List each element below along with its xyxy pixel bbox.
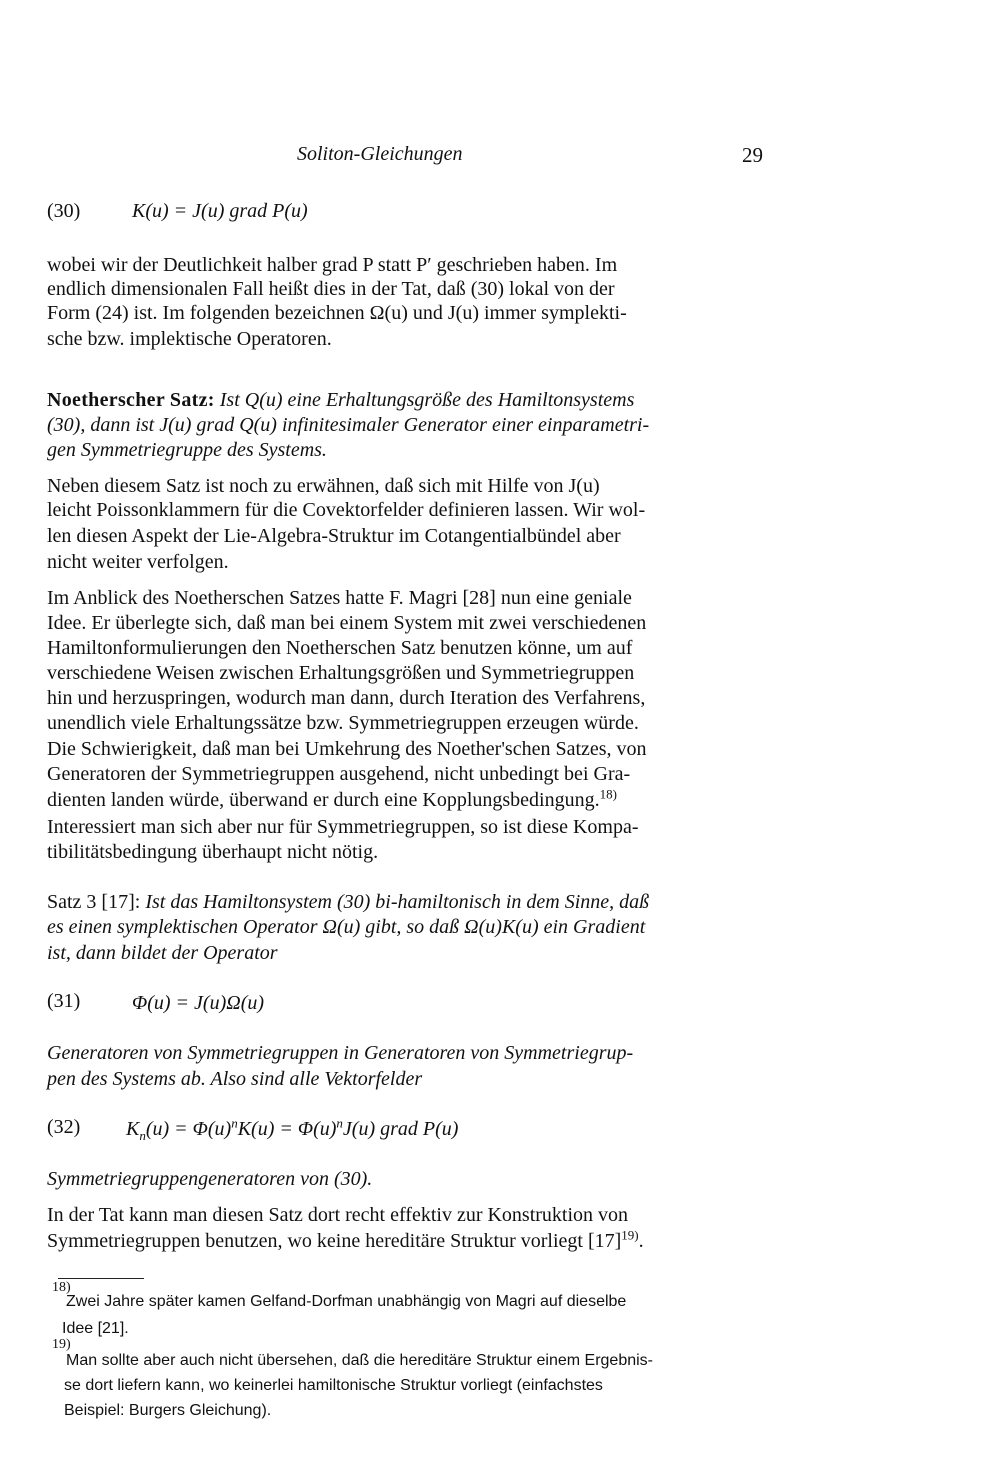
para2-line: leicht Poissonklammern für die Covektorfelder definieren lassen. Wir wol- bbox=[47, 499, 646, 521]
equation-31: Φ(u) = J(u)Ω(u) bbox=[132, 992, 265, 1014]
para1-line: endlich dimensionalen Fall heißt dies in der Tat, daß (30) lokal von der bbox=[47, 278, 615, 300]
para3-line bbox=[47, 788, 617, 812]
footnote-19-line: se dort liefern kann, wo keinerlei hamiltonische Struktur vorliegt (einfachstes bbox=[64, 1377, 603, 1394]
running-header-title: Soliton-Gleichungen bbox=[297, 143, 463, 165]
para1-line: sche bzw. implektische Operatoren. bbox=[47, 328, 332, 350]
noether-theorem-line: (30), dann ist J(u) grad Q(u) infinitesimaler Generator einer einparametri- bbox=[47, 414, 650, 436]
para6-text: Symmetriegruppen benutzen, wo keine hereditäre Struktur vorliegt [17] bbox=[47, 1230, 622, 1252]
footnote-18-line: Zwei Jahre später kamen Gelfand-Dorfman unabhängig von Magri auf dieselbe bbox=[66, 1293, 627, 1310]
para3-line: Hamiltonformulierungen den Noetherschen Satz benutzen könne, um auf bbox=[47, 637, 633, 659]
para4-line: pen des Systems ab. Also sind alle Vektorfelder bbox=[47, 1068, 423, 1090]
footnote-19-line: Man sollte aber auch nicht übersehen, daß die hereditäre Struktur einem Ergebnis- bbox=[66, 1352, 653, 1369]
para3-line: Interessiert man sich aber nur für Symmetriegruppen, so ist diese Kompa- bbox=[47, 816, 639, 838]
footnote-18-mark: 18) bbox=[52, 1280, 71, 1295]
para6-line: In der Tat kann man diesen Satz dort recht effektiv zur Konstruktion von bbox=[47, 1204, 629, 1226]
noether-theorem-line: gen Symmetriegruppe des Systems. bbox=[47, 439, 327, 461]
para3-line: unendlich viele Erhaltungssätze bzw. Symmetriegruppen erzeugen würde. bbox=[47, 712, 639, 734]
satz3-line: es einen symplektischen Operator Ω(u) gibt, so daß Ω(u)K(u) ein Gradient bbox=[47, 916, 646, 938]
para5-line: Symmetriegruppengeneratoren von (30). bbox=[47, 1168, 373, 1190]
equation-30-number: (30) bbox=[47, 200, 81, 222]
footnote-rule bbox=[58, 1278, 144, 1279]
para2-line: len diesen Aspekt der Lie-Algebra-Struktur im Cotangentialbündel aber bbox=[47, 525, 621, 547]
para6-line: Symmetriegruppen benutzen, wo keine hereditäre Struktur vorliegt $[17]^{19)}$. bbox=[47, 1227, 644, 1252]
satz3-line: ist, dann bildet der Operator bbox=[47, 942, 278, 964]
noether-theorem-label: Noetherscher Satz: bbox=[47, 389, 215, 411]
footnote-ref-19: 19) bbox=[621, 1227, 639, 1243]
equation-30: K(u) = J(u) grad P(u) bbox=[132, 200, 308, 222]
para1-line: wobei wir der Deutlichkeit halber grad P statt P′ geschrieben haben. Im bbox=[47, 254, 618, 276]
para2-line: nicht weiter verfolgen. bbox=[47, 551, 229, 573]
para1-line: Form (24) ist. Im folgenden bezeichnen Ω(u) und J(u) immer symplekti- bbox=[47, 302, 627, 324]
para2-line: Neben diesem Satz ist noch zu erwähnen, daß sich mit Hilfe von J(u) bbox=[47, 475, 600, 497]
footnote-19-mark: 19) bbox=[52, 1337, 71, 1352]
page-number: 29 bbox=[742, 143, 763, 167]
satz3-line bbox=[47, 890, 649, 914]
para3-line: tibilitätsbedingung überhaupt nicht nötig. bbox=[47, 841, 379, 863]
para3-line: Im Anblick des Noetherschen Satzes hatte F. Magri [28] nun eine geniale bbox=[47, 587, 632, 609]
noether-theorem-line bbox=[47, 388, 634, 412]
footnote-18-line: Idee [21]. bbox=[62, 1320, 129, 1337]
equation-32-number: (32) bbox=[47, 1116, 81, 1138]
para3-text: dienten landen würde, überwand er durch eine Kopplungsbedingung. bbox=[47, 789, 600, 811]
satz3-label: Satz 3 [17]: bbox=[47, 891, 141, 913]
footnote-ref-18: 18) bbox=[599, 786, 617, 802]
noether-theorem-text: Ist Q(u) eine Erhaltungsgröße des Hamiltonsystems bbox=[219, 389, 635, 411]
para3-line: hin und herzuspringen, wodurch man dann, durch Iteration des Verfahrens, bbox=[47, 687, 646, 709]
footnote-19-line: Beispiel: Burgers Gleichung). bbox=[64, 1402, 272, 1419]
para3-line: Idee. Er überlegte sich, daß man bei einem System mit zwei verschiedenen bbox=[47, 612, 647, 634]
para3-line: Die Schwierigkeit, daß man bei Umkehrung des Noether'schen Satzes, von bbox=[47, 738, 647, 760]
equation-31-number: (31) bbox=[47, 990, 81, 1012]
para3-line: verschiedene Weisen zwischen Erhaltungsgrößen und Symmetriegruppen bbox=[47, 662, 635, 684]
para3-line: Generatoren der Symmetriegruppen ausgehend, nicht unbedingt bei Gra- bbox=[47, 763, 631, 785]
satz3-text: Ist das Hamiltonsystem (30) bi-hamiltonisch in dem Sinne, daß bbox=[145, 891, 650, 913]
equation-32: $K_n(u) = \Phi(u)^nK(u) = \Phi(u)^nJ(u)$ grad P(u) bbox=[126, 1115, 459, 1143]
para4-line: Generatoren von Symmetriegruppen in Generatoren von Symmetriegrup- bbox=[47, 1042, 634, 1064]
